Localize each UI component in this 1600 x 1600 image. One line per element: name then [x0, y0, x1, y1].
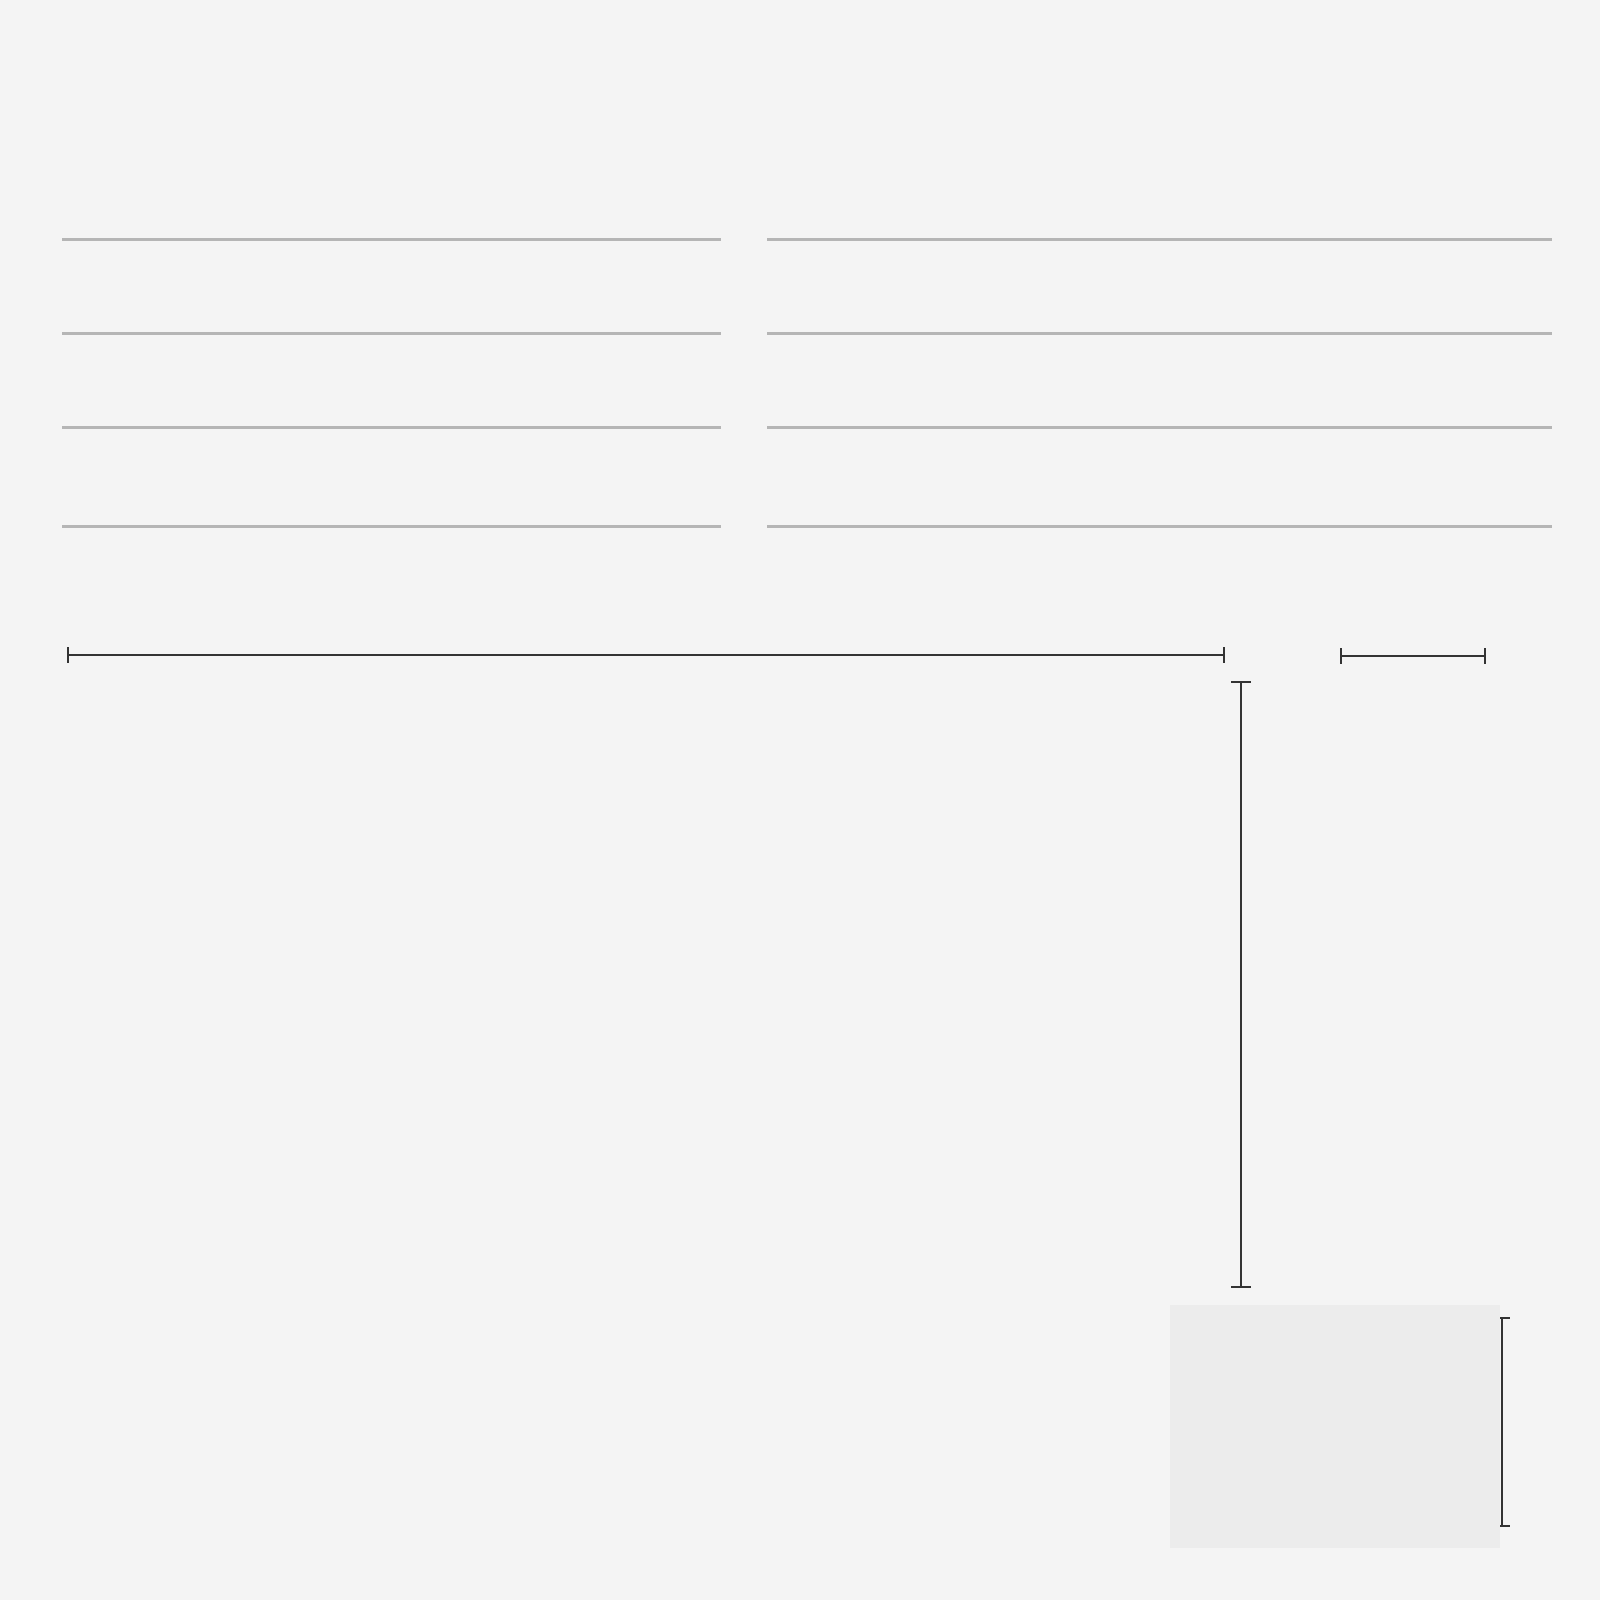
panel-width-dimension-line [1341, 648, 1485, 664]
height-dimension-line [1231, 682, 1251, 1287]
width-dimension-line [68, 647, 1224, 663]
folded-stack [1170, 1305, 1500, 1548]
